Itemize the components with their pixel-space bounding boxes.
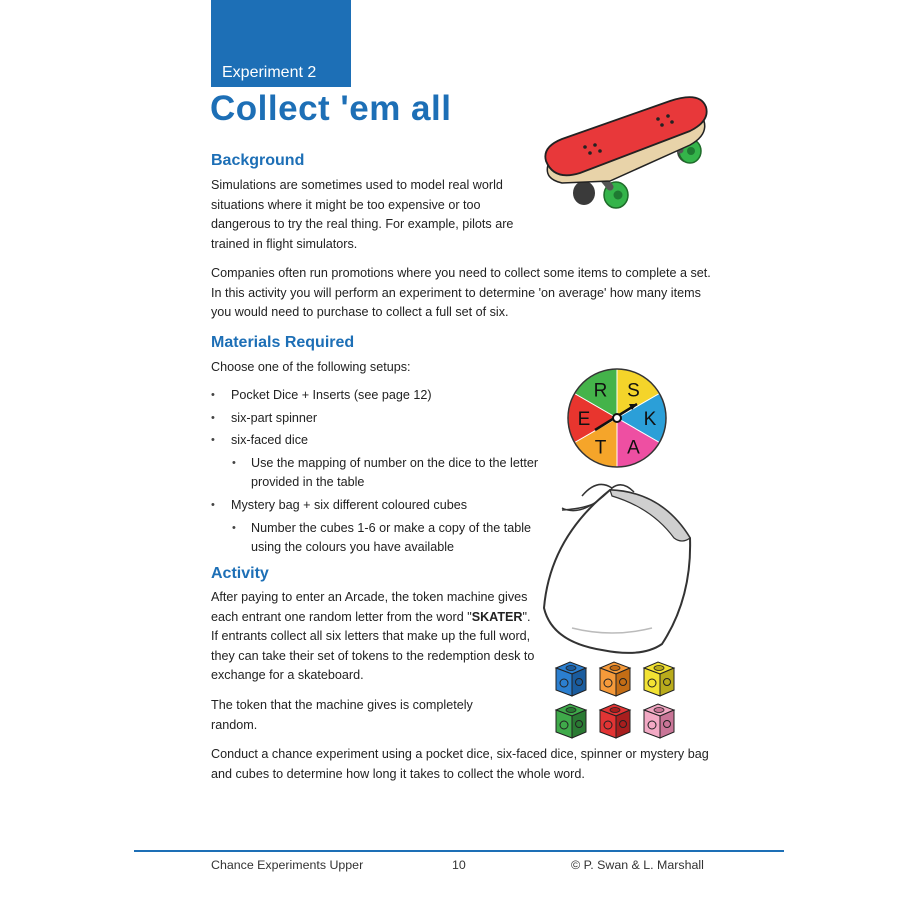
spinner-letter: T [594, 437, 607, 459]
materials-intro: Choose one of the following setups: [211, 360, 411, 374]
background-paragraph-1: Simulations are sometimes used to model real world situations where it might be too expensive or too dangerous to try the real thing. For example, pilots are trained in flight simulators. [211, 178, 514, 251]
coloured-cubes-illustration [550, 658, 680, 740]
activity-text: After paying to enter an Arcade, the token machine gives each entrant one random letter from the word " [211, 590, 528, 624]
skater-word: SKATER [471, 609, 523, 624]
coloured-cube [556, 662, 586, 696]
spinner-letter: S [627, 380, 640, 402]
spinner-letter: K [643, 409, 657, 430]
spinner-illustration [566, 367, 668, 469]
background-heading: Background [211, 152, 305, 169]
spinner-letter: E [577, 409, 591, 430]
footer-page-number: 10 [452, 858, 466, 872]
activity-heading: Activity [211, 565, 269, 582]
activity-paragraph-2: The token that the machine gives is completely random. [211, 698, 473, 732]
coloured-cube [600, 662, 630, 696]
list-item: • Use the mapping of number on the dice to the letter provided in the table [211, 454, 551, 493]
footer-copyright: © P. Swan & L. Marshall [571, 858, 704, 872]
skateboard-illustration [540, 95, 710, 215]
list-item: • six-faced dice [211, 431, 551, 451]
background-paragraph-2: Companies often run promotions where you need to collect some items to complete a set. In this activity you will perform an experiment to determine 'on average' how many items you would need to purchase to collect a full set of six. [211, 266, 711, 320]
spinner-letter: R [593, 380, 608, 402]
spinner-letter: A [627, 437, 640, 459]
coloured-cube [600, 704, 630, 738]
experiment-label: Experiment 2 [222, 64, 317, 81]
mystery-bag-illustration [542, 478, 692, 654]
list-item: • Mystery bag + six different coloured cubes [211, 496, 551, 516]
list-item: • Number the cubes 1-6 or make a copy of the table using the colours you have available [211, 519, 551, 558]
footer-book-title: Chance Experiments Upper [211, 858, 364, 872]
activity-paragraph-3: Conduct a chance experiment using a pocket dice, six-faced dice, spinner or mystery bag and cubes to determine how long it takes to collect the whole word. [211, 747, 709, 781]
materials-heading: Materials Required [211, 334, 355, 351]
coloured-cube [556, 704, 586, 738]
activity-text: ". If entrants collect all six letters that make up the full word, they can take their set of tokens to the redemption desk to exchange for a skateboard. [211, 609, 535, 683]
list-item: • six-part spinner [211, 409, 551, 429]
materials-list [211, 386, 551, 561]
coloured-cube [644, 704, 674, 738]
experiment-tab [211, 0, 351, 87]
activity-paragraph-1 [211, 588, 536, 686]
spinner-center [613, 414, 621, 422]
skateboard-wheel [573, 181, 628, 208]
page-title: Collect 'em all [210, 89, 452, 128]
coloured-cube [644, 662, 674, 696]
footer-divider [134, 850, 784, 852]
list-item: • Pocket Dice + Inserts (see page 12) [211, 386, 551, 406]
